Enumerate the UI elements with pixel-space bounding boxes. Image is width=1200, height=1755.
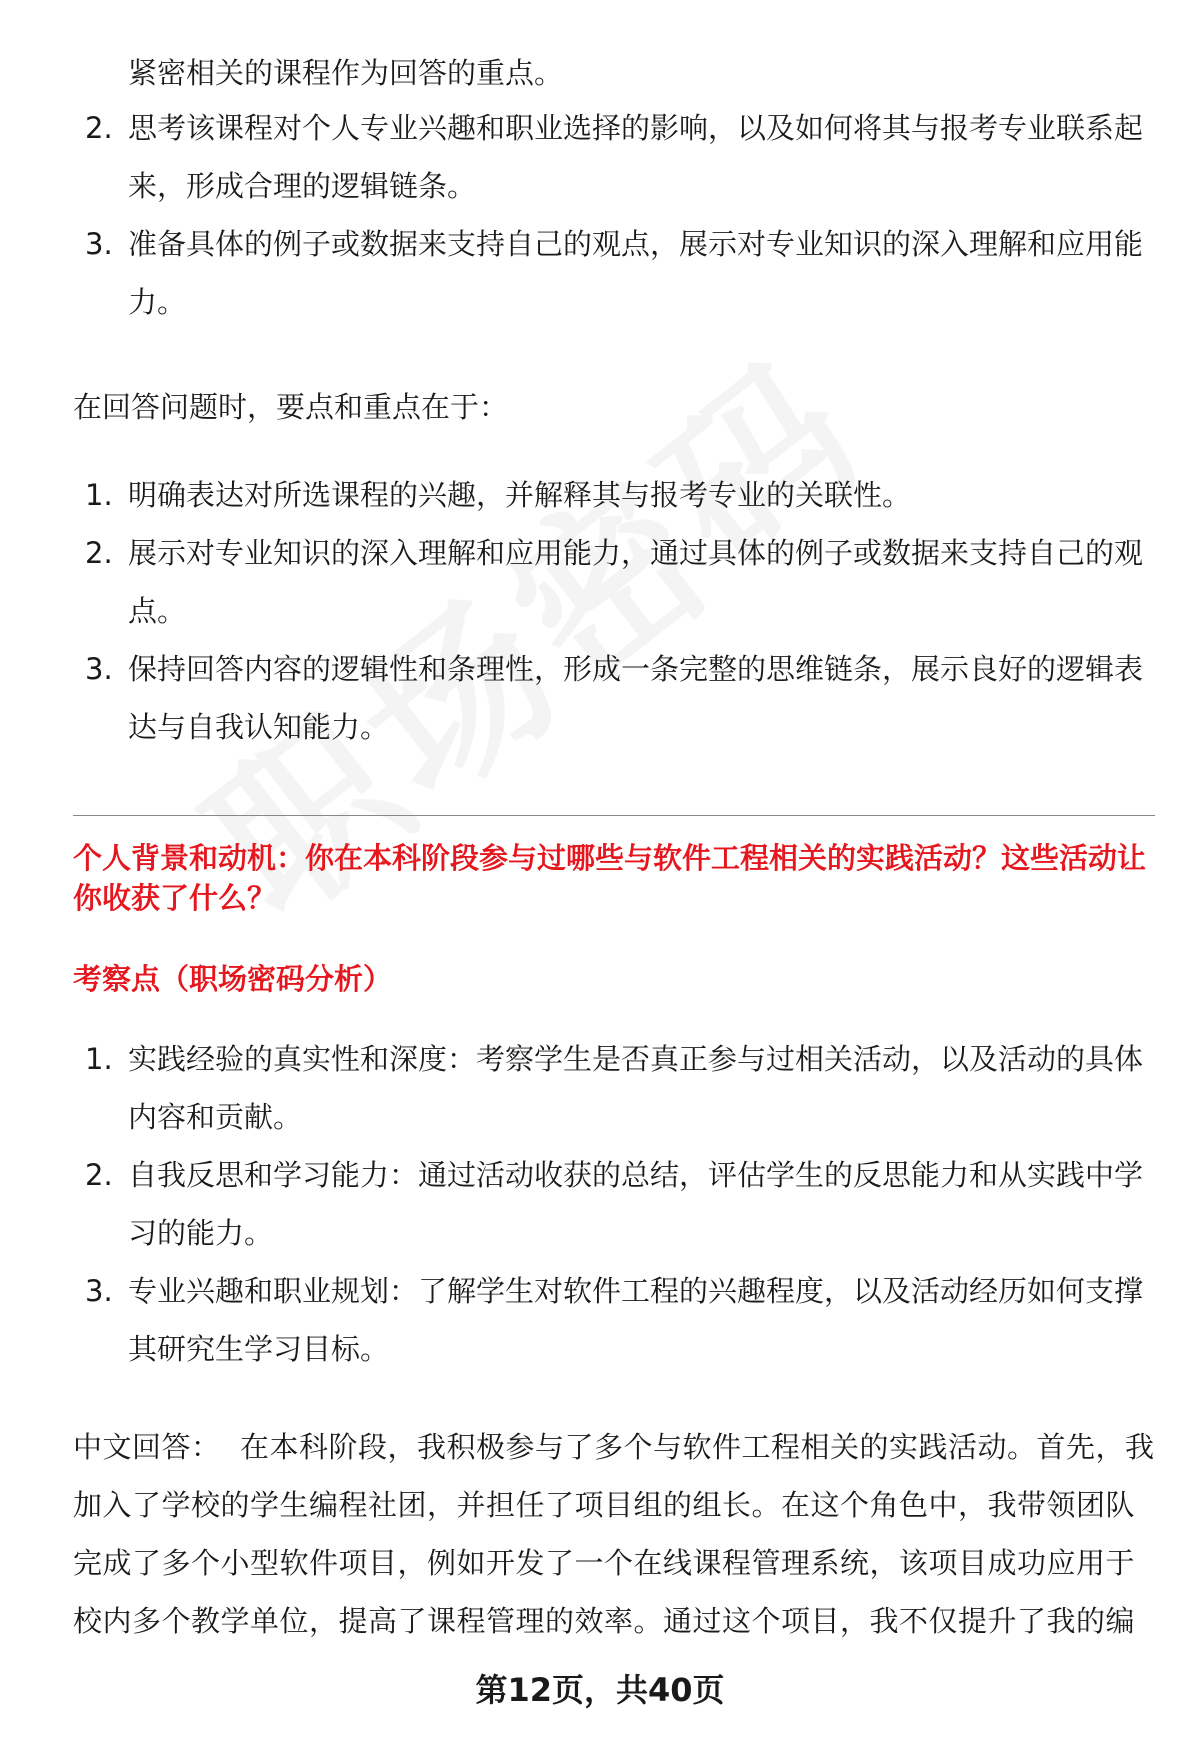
- list-number: 1.: [85, 1042, 113, 1076]
- list-text: 准备具体的例子或数据来支持自己的观点，展示对专业知识的深入理解和应用能力。: [128, 227, 1144, 319]
- list-item: [73, 524, 1153, 640]
- list-item: [73, 99, 1153, 215]
- list-item: [73, 215, 1153, 331]
- list-item: [73, 1030, 1153, 1146]
- list-item: [73, 1262, 1153, 1378]
- list-item: [73, 466, 1153, 524]
- list-text: 展示对专业知识的深入理解和应用能力，通过具体的例子或数据来支持自己的观点。: [128, 536, 1144, 628]
- list-text: 专业兴趣和职业规划：了解学生对软件工程的兴趣程度，以及活动经历如何支撑其研究生学习目标。: [128, 1274, 1144, 1366]
- list-item: [73, 1146, 1153, 1262]
- prep-list: [73, 99, 1153, 331]
- page-footer: 第12页，共40页: [475, 1671, 725, 1709]
- answer-label: 中文回答：: [73, 1430, 221, 1464]
- list-number: 2.: [85, 1158, 113, 1192]
- list-number: 1.: [85, 478, 113, 512]
- list-number: 3.: [85, 652, 113, 686]
- assessment-heading: 考察点（职场密码分析）: [73, 962, 393, 996]
- list-text: 明确表达对所选课程的兴趣，并解释其与报考专业的关联性。: [128, 478, 912, 512]
- answer-paragraph: [73, 1418, 1163, 1650]
- list-item: [73, 640, 1153, 756]
- question-heading: 个人背景和动机：你在本科阶段参与过哪些与软件工程相关的实践活动？这些活动让你收获了什么？: [73, 841, 1147, 915]
- list-text: 实践经验的真实性和深度：考察学生是否真正参与过相关活动，以及活动的具体内容和贡献。: [128, 1042, 1144, 1134]
- answer-text: 在本科阶段，我积极参与了多个与软件工程相关的实践活动。首先，我加入了学校的学生编程社团，并担任了项目组的组长。在这个角色中，我带领团队完成了多个小型软件项目，例如开发了一个在线课程管理系统，该项目成功应用于校内多个教学单位，提高了课程管理的效率。通过这个项目，我不仅提升了我的编: [73, 1430, 1155, 1638]
- list-number: 2.: [85, 536, 113, 570]
- list-number: 3.: [85, 227, 113, 261]
- assessment-list: [73, 1030, 1153, 1378]
- list-text: 保持回答内容的逻辑性和条理性，形成一条完整的思维链条，展示良好的逻辑表达与自我认知能力。: [128, 652, 1144, 744]
- continuation-line: 紧密相关的课程作为回答的重点。: [128, 56, 564, 90]
- list-number: 3.: [85, 1274, 113, 1308]
- list-number: 2.: [85, 111, 113, 145]
- section-divider: [73, 815, 1155, 816]
- key-points-list: [73, 466, 1153, 756]
- key-points-intro: 在回答问题时，要点和重点在于：: [73, 390, 509, 424]
- list-text: 自我反思和学习能力：通过活动收获的总结，评估学生的反思能力和从实践中学习的能力。: [128, 1158, 1144, 1250]
- list-text: 思考该课程对个人专业兴趣和职业选择的影响，以及如何将其与报考专业联系起来，形成合理的逻辑链条。: [128, 111, 1144, 203]
